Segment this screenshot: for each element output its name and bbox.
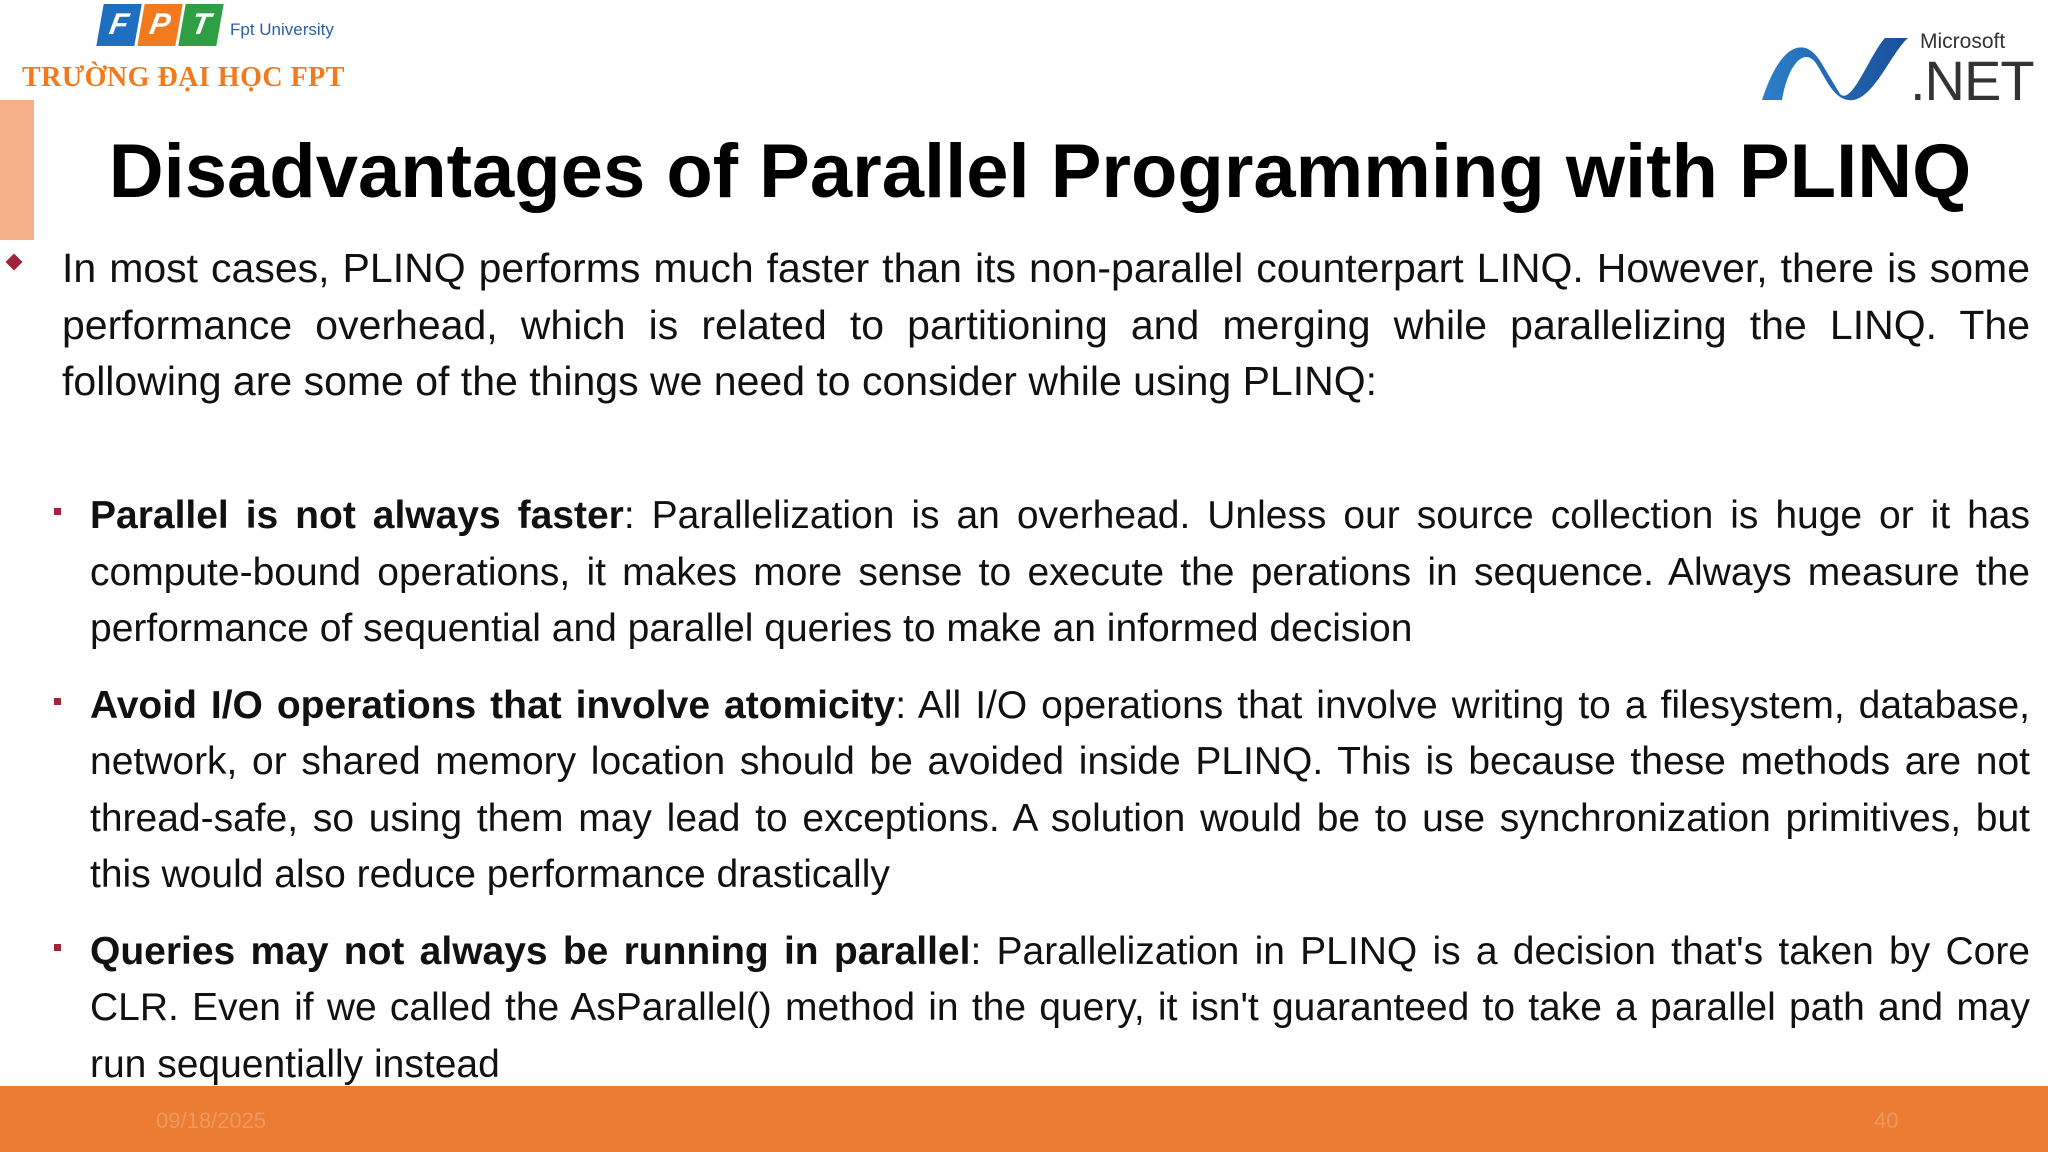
consideration-list <box>50 488 2030 1113</box>
fpt-subtitle: Fpt University <box>230 20 334 39</box>
diamond-bullet-icon <box>6 254 23 271</box>
point-body: : All I/O operations that involve writing to a filesystem, database, network, or shared memory location should be avoided inside PLINQ. This is because these methods are not thread-safe, so using them may lead to exceptions. A solution would be to use synchronization primitives, but this would also reduce performance drastically <box>90 683 2030 896</box>
square-bullet-icon <box>54 508 61 515</box>
square-bullet-icon <box>54 698 61 705</box>
point-heading: Parallel is not always faster <box>90 494 624 537</box>
fpt-tile-t: T <box>178 4 223 46</box>
list-item <box>50 924 2030 1094</box>
slide-title: Disadvantages of Parallel Programming with PLINQ <box>108 129 1972 214</box>
fpt-logo-tiles <box>100 4 220 46</box>
school-name: TRƯỜNG ĐẠI HỌC FPT <box>22 62 345 93</box>
point-heading: Queries may not always be running in parallel <box>90 929 971 973</box>
square-bullet-icon <box>54 944 61 951</box>
list-item <box>50 678 2030 904</box>
point-body: : Parallelization in PLINQ is a decision that's taken by Core CLR. Even if we called the AsParallel() method in the query, it isn't guaranteed to take a parallel path and may run sequentially instead <box>90 929 2030 1086</box>
footer-date: 09/18/2025 <box>156 1108 267 1133</box>
intro-paragraph: In most cases, PLINQ performs much faster than its non-parallel counterpart LINQ. However, there is some performance overhead, which is related to partitioning and merging while parallelizing the LINQ. The following are some of the things we need to consider while using PLINQ: <box>62 245 2030 404</box>
left-accent-bar <box>0 100 34 240</box>
dotnet-swoosh-icon <box>1760 34 1910 104</box>
microsoft-wordmark: Microsoft <box>1920 30 2006 53</box>
dotnet-wordmark: .NET <box>1910 49 2034 112</box>
fpt-tile-f: F <box>96 4 141 46</box>
footer-bar <box>0 1086 2048 1152</box>
list-item <box>50 488 2030 658</box>
dotnet-logo <box>1760 26 2034 112</box>
fpt-tile-p: P <box>137 4 182 46</box>
point-body: : Parallelization is an overhead. Unless our source collection is huge or it has compute-bound operations, it makes more sense to execute the perations in sequence. Always measure the performance of sequential and parallel queries to make an informed decision <box>90 494 2030 650</box>
fpt-university-logo <box>100 4 334 50</box>
point-heading: Avoid I/O operations that involve atomicity <box>90 683 896 727</box>
page-number: 40 <box>1874 1108 1899 1133</box>
